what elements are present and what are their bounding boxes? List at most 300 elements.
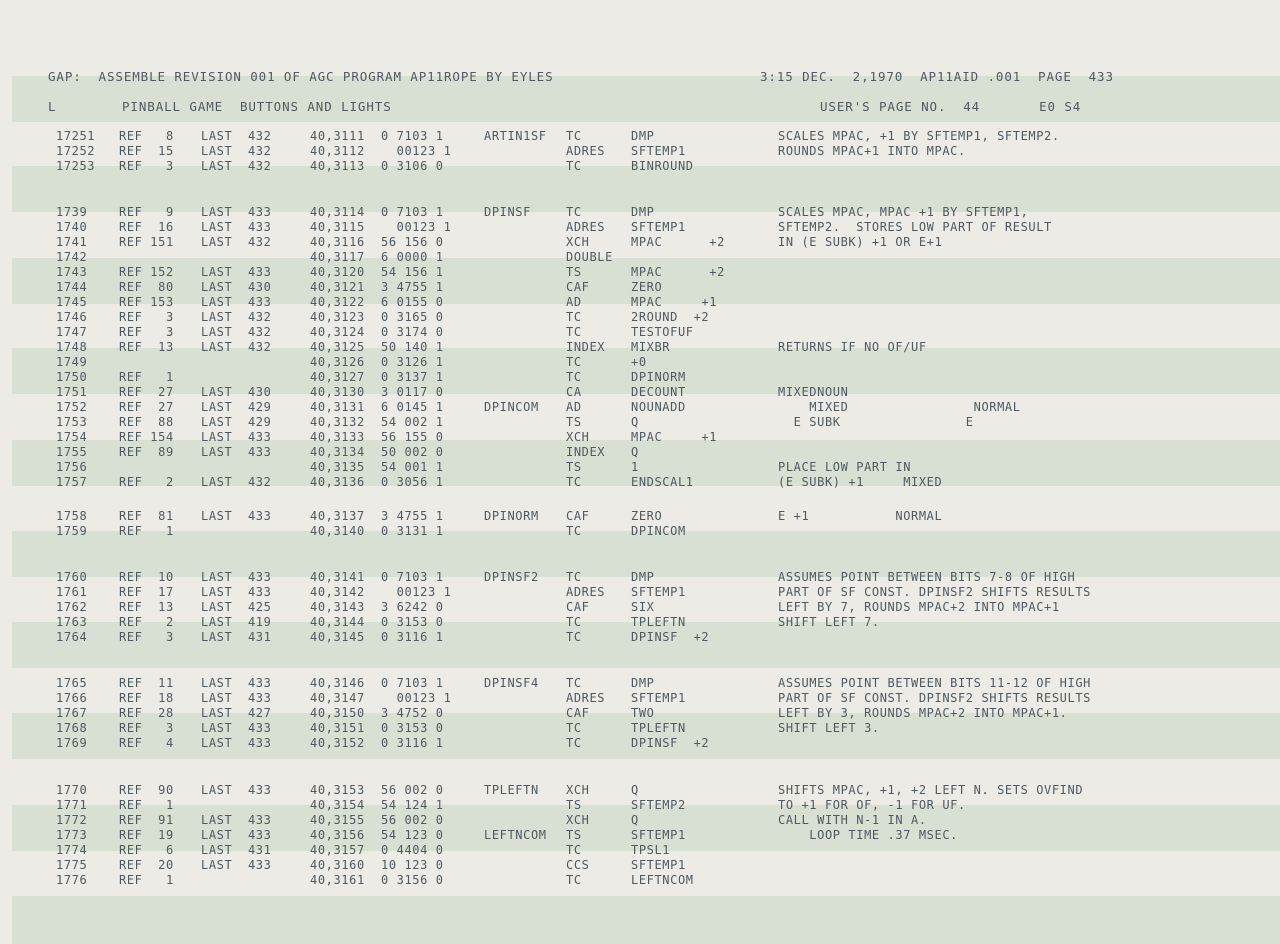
opcode: CCS	[566, 858, 590, 872]
comment: SFTEMP2. STORES LOW PART OF RESULT	[778, 220, 1052, 234]
comment: IN (E SUBK) +1 OR E+1	[778, 235, 943, 249]
operand: DMP	[631, 570, 655, 584]
address: 40,3134	[310, 445, 365, 459]
last-page-ref: LAST 431	[201, 630, 272, 644]
operand: DMP	[631, 205, 655, 219]
comment: ASSUMES POINT BETWEEN BITS 11-12 OF HIGH	[778, 676, 1091, 690]
comment: RETURNS IF NO OF/UF	[778, 340, 927, 354]
last-page-ref: LAST 433	[201, 721, 272, 735]
ref-count: REF 19	[119, 828, 174, 842]
address: 40,3112	[310, 144, 365, 158]
octal-code: 54 001 1	[381, 460, 444, 474]
opcode: TS	[566, 798, 582, 812]
opcode: TS	[566, 828, 582, 842]
opcode: TC	[566, 721, 582, 735]
ref-count: REF 2	[119, 475, 174, 489]
octal-code: 0 3174 0	[381, 325, 444, 339]
ref-count: REF 88	[119, 415, 174, 429]
ref-count: REF 80	[119, 280, 174, 294]
comment: MIXED NORMAL	[778, 400, 1021, 414]
opcode: TC	[566, 873, 582, 887]
octal-code: 50 002 0	[381, 445, 444, 459]
operand: SFTEMP1	[631, 828, 686, 842]
operand: Q	[631, 813, 639, 827]
operand: ZERO	[631, 280, 663, 294]
octal-code: 0 3137 1	[381, 370, 444, 384]
last-page-ref: LAST 433	[201, 828, 272, 842]
address: 40,3143	[310, 600, 365, 614]
ref-count: REF 1	[119, 524, 174, 538]
operand: 2ROUND +2	[631, 310, 710, 324]
line-number: 1772	[56, 813, 88, 827]
operand: MPAC +2	[631, 265, 725, 279]
opcode: TC	[566, 736, 582, 750]
last-page-ref: LAST 419	[201, 615, 272, 629]
comment: CALL WITH N-1 IN A.	[778, 813, 927, 827]
address: 40,3124	[310, 325, 365, 339]
operand: LEFTNCOM	[631, 873, 694, 887]
operand: MPAC +1	[631, 295, 718, 309]
octal-code: 0 7103 1	[381, 570, 444, 584]
octal-code: 0 3165 0	[381, 310, 444, 324]
address: 40,3126	[310, 355, 365, 369]
address: 40,3131	[310, 400, 365, 414]
ref-count: REF 91	[119, 813, 174, 827]
symbol-label: LEFTNCOM	[484, 828, 547, 842]
line-number: 1759	[56, 524, 88, 538]
ref-count: REF 154	[119, 430, 174, 444]
last-page-ref: LAST 430	[201, 280, 272, 294]
octal-code: 00123 1	[381, 691, 452, 705]
comment: SHIFTS MPAC, +1, +2 LEFT N. SETS OVFIND	[778, 783, 1084, 797]
opcode: ADRES	[566, 691, 606, 705]
ref-count: REF 1	[119, 873, 174, 887]
header-mark: L	[48, 99, 57, 114]
last-page-ref: LAST 432	[201, 144, 272, 158]
octal-code: 00123 1	[381, 585, 452, 599]
address: 40,3117	[310, 250, 365, 264]
address: 40,3155	[310, 813, 365, 827]
operand: TWO	[631, 706, 655, 720]
operand: TESTOFUF	[631, 325, 694, 339]
comment: E +1 NORMAL	[778, 509, 943, 523]
comment: SHIFT LEFT 7.	[778, 615, 880, 629]
opcode: TS	[566, 415, 582, 429]
comment: SHIFT LEFT 3.	[778, 721, 880, 735]
octal-code: 3 4755 1	[381, 280, 444, 294]
last-page-ref: LAST 433	[201, 783, 272, 797]
last-page-ref: LAST 432	[201, 310, 272, 324]
operand: Q	[631, 415, 639, 429]
symbol-label: DPINSF	[484, 205, 531, 219]
line-number: 1765	[56, 676, 88, 690]
line-number: 1746	[56, 310, 88, 324]
address: 40,3137	[310, 509, 365, 523]
last-page-ref: LAST 433	[201, 585, 272, 599]
octal-code: 0 3056 1	[381, 475, 444, 489]
operand: MPAC +1	[631, 430, 718, 444]
address: 40,3146	[310, 676, 365, 690]
ref-count: REF 10	[119, 570, 174, 584]
ref-count: REF 89	[119, 445, 174, 459]
ref-count: REF 27	[119, 400, 174, 414]
line-number: 17252	[56, 144, 96, 158]
last-page-ref: LAST 433	[201, 220, 272, 234]
operand: SFTEMP1	[631, 691, 686, 705]
opcode: TC	[566, 355, 582, 369]
ref-count: REF 1	[119, 798, 174, 812]
operand: NOUNADD	[631, 400, 686, 414]
line-number: 1770	[56, 783, 88, 797]
address: 40,3120	[310, 265, 365, 279]
opcode: XCH	[566, 783, 590, 797]
address: 40,3114	[310, 205, 365, 219]
ref-count: REF 3	[119, 721, 174, 735]
octal-code: 56 156 0	[381, 235, 444, 249]
address: 40,3161	[310, 873, 365, 887]
address: 40,3133	[310, 430, 365, 444]
opcode: CA	[566, 385, 582, 399]
last-page-ref: LAST 432	[201, 129, 272, 143]
address: 40,3115	[310, 220, 365, 234]
octal-code: 00123 1	[381, 220, 452, 234]
line-number: 1774	[56, 843, 88, 857]
line-number: 1741	[56, 235, 88, 249]
comment: PART OF SF CONST. DPINSF2 SHIFTS RESULTS	[778, 691, 1091, 705]
octal-code: 0 7103 1	[381, 129, 444, 143]
address: 40,3113	[310, 159, 365, 173]
symbol-label: TPLEFTN	[484, 783, 539, 797]
comment: SCALES MPAC, MPAC +1 BY SFTEMP1,	[778, 205, 1029, 219]
last-page-ref: LAST 433	[201, 445, 272, 459]
symbol-label: DPINORM	[484, 509, 539, 523]
last-page-ref: LAST 425	[201, 600, 272, 614]
address: 40,3144	[310, 615, 365, 629]
opcode: TC	[566, 843, 582, 857]
comment: PART OF SF CONST. DPINSF2 SHIFTS RESULTS	[778, 585, 1091, 599]
operand: TPLEFTN	[631, 615, 686, 629]
address: 40,3127	[310, 370, 365, 384]
line-number: 1767	[56, 706, 88, 720]
octal-code: 56 002 0	[381, 813, 444, 827]
line-number: 1768	[56, 721, 88, 735]
ref-count: REF 4	[119, 736, 174, 750]
opcode: TC	[566, 370, 582, 384]
address: 40,3151	[310, 721, 365, 735]
last-page-ref: LAST 433	[201, 858, 272, 872]
line-number: 1773	[56, 828, 88, 842]
opcode: TC	[566, 615, 582, 629]
symbol-label: DPINCOM	[484, 400, 539, 414]
octal-code: 6 0155 0	[381, 295, 444, 309]
opcode: TC	[566, 570, 582, 584]
header-user-page: USER'S PAGE NO. 44 E0 S4	[820, 99, 1082, 114]
ref-count: REF 1	[119, 370, 174, 384]
comment: ROUNDS MPAC+1 INTO MPAC.	[778, 144, 966, 158]
ref-count: REF 3	[119, 159, 174, 173]
last-page-ref: LAST 432	[201, 475, 272, 489]
line-number: 1756	[56, 460, 88, 474]
ref-count: REF 13	[119, 600, 174, 614]
ref-count: REF 3	[119, 325, 174, 339]
opcode: AD	[566, 400, 582, 414]
octal-code: 0 7103 1	[381, 676, 444, 690]
line-number: 1775	[56, 858, 88, 872]
header-section-title: PINBALL GAME BUTTONS AND LIGHTS	[122, 99, 392, 114]
line-number: 1742	[56, 250, 88, 264]
address: 40,3116	[310, 235, 365, 249]
line-number: 1740	[56, 220, 88, 234]
address: 40,3121	[310, 280, 365, 294]
octal-code: 3 4752 0	[381, 706, 444, 720]
green-band	[12, 896, 1280, 944]
line-number: 1751	[56, 385, 88, 399]
octal-code: 56 155 0	[381, 430, 444, 444]
ref-count: REF 90	[119, 783, 174, 797]
ref-count: REF 9	[119, 205, 174, 219]
last-page-ref: LAST 433	[201, 813, 272, 827]
line-number: 1750	[56, 370, 88, 384]
octal-code: 6 0145 1	[381, 400, 444, 414]
ref-count: REF 3	[119, 310, 174, 324]
line-number: 1763	[56, 615, 88, 629]
opcode: TC	[566, 205, 582, 219]
octal-code: 3 6242 0	[381, 600, 444, 614]
ref-count: REF 2	[119, 615, 174, 629]
octal-code: 0 3116 1	[381, 736, 444, 750]
line-number: 1769	[56, 736, 88, 750]
opcode: TC	[566, 159, 582, 173]
opcode: TC	[566, 676, 582, 690]
operand: ENDSCAL1	[631, 475, 694, 489]
last-page-ref: LAST 430	[201, 385, 272, 399]
opcode: INDEX	[566, 340, 606, 354]
last-page-ref: LAST 433	[201, 570, 272, 584]
operand: DPINCOM	[631, 524, 686, 538]
address: 40,3136	[310, 475, 365, 489]
operand: Q	[631, 783, 639, 797]
operand: MPAC +2	[631, 235, 725, 249]
last-page-ref: LAST 433	[201, 265, 272, 279]
octal-code: 3 4755 1	[381, 509, 444, 523]
octal-code: 0 3126 1	[381, 355, 444, 369]
comment: LEFT BY 7, ROUNDS MPAC+2 INTO MPAC+1	[778, 600, 1060, 614]
operand: DPINORM	[631, 370, 686, 384]
line-number: 1760	[56, 570, 88, 584]
line-number: 1747	[56, 325, 88, 339]
last-page-ref: LAST 432	[201, 235, 272, 249]
opcode: TS	[566, 460, 582, 474]
opcode: TC	[566, 630, 582, 644]
operand: 1	[631, 460, 639, 474]
operand: DECOUNT	[631, 385, 686, 399]
operand: SFTEMP1	[631, 585, 686, 599]
ref-count: REF 15	[119, 144, 174, 158]
comment: (E SUBK) +1 MIXED	[778, 475, 943, 489]
line-number: 17253	[56, 159, 96, 173]
line-number: 1755	[56, 445, 88, 459]
address: 40,3140	[310, 524, 365, 538]
line-number: 1764	[56, 630, 88, 644]
opcode: TC	[566, 310, 582, 324]
octal-code: 50 140 1	[381, 340, 444, 354]
symbol-label: DPINSF2	[484, 570, 539, 584]
address: 40,3157	[310, 843, 365, 857]
ref-count: REF 153	[119, 295, 174, 309]
ref-count: REF 6	[119, 843, 174, 857]
ref-count: REF 28	[119, 706, 174, 720]
octal-code: 10 123 0	[381, 858, 444, 872]
opcode: CAF	[566, 280, 590, 294]
operand: +0	[631, 355, 647, 369]
last-page-ref: LAST 433	[201, 736, 272, 750]
ref-count: REF 18	[119, 691, 174, 705]
opcode: CAF	[566, 600, 590, 614]
ref-count: REF 81	[119, 509, 174, 523]
symbol-label: ARTIN1SF	[484, 129, 547, 143]
line-number: 17251	[56, 129, 96, 143]
last-page-ref: LAST 433	[201, 509, 272, 523]
address: 40,3153	[310, 783, 365, 797]
octal-code: 0 3116 1	[381, 630, 444, 644]
comment: PLACE LOW PART IN	[778, 460, 912, 474]
ref-count: REF 152	[119, 265, 174, 279]
opcode: DOUBLE	[566, 250, 613, 264]
line-number: 1776	[56, 873, 88, 887]
ref-count: REF 16	[119, 220, 174, 234]
octal-code: 0 3156 0	[381, 873, 444, 887]
operand: SFTEMP2	[631, 798, 686, 812]
line-number: 1757	[56, 475, 88, 489]
line-number: 1766	[56, 691, 88, 705]
address: 40,3130	[310, 385, 365, 399]
last-page-ref: LAST 429	[201, 415, 272, 429]
operand: DMP	[631, 676, 655, 690]
ref-count: REF 11	[119, 676, 174, 690]
last-page-ref: LAST 433	[201, 691, 272, 705]
line-number: 1739	[56, 205, 88, 219]
ref-count: REF 8	[119, 129, 174, 143]
line-number: 1771	[56, 798, 88, 812]
opcode: XCH	[566, 813, 590, 827]
address: 40,3154	[310, 798, 365, 812]
address: 40,3150	[310, 706, 365, 720]
line-number: 1748	[56, 340, 88, 354]
opcode: XCH	[566, 235, 590, 249]
line-number: 1752	[56, 400, 88, 414]
octal-code: 00123 1	[381, 144, 452, 158]
octal-code: 0 4404 0	[381, 843, 444, 857]
ref-count: REF 17	[119, 585, 174, 599]
opcode: TC	[566, 129, 582, 143]
address: 40,3147	[310, 691, 365, 705]
last-page-ref: LAST 432	[201, 325, 272, 339]
octal-code: 56 002 0	[381, 783, 444, 797]
last-page-ref: LAST 433	[201, 295, 272, 309]
octal-code: 3 0117 0	[381, 385, 444, 399]
last-page-ref: LAST 431	[201, 843, 272, 857]
octal-code: 54 123 0	[381, 828, 444, 842]
line-number: 1744	[56, 280, 88, 294]
last-page-ref: LAST 433	[201, 430, 272, 444]
comment: E SUBK E	[778, 415, 974, 429]
operand: MIXBR	[631, 340, 671, 354]
line-number: 1762	[56, 600, 88, 614]
opcode: ADRES	[566, 585, 606, 599]
header-date-page: 3:15 DEC. 2,1970 AP11AID .001 PAGE 433	[760, 69, 1114, 84]
address: 40,3141	[310, 570, 365, 584]
opcode: ADRES	[566, 220, 606, 234]
octal-code: 54 156 1	[381, 265, 444, 279]
ref-count: REF 13	[119, 340, 174, 354]
octal-code: 54 002 1	[381, 415, 444, 429]
octal-code: 54 124 1	[381, 798, 444, 812]
opcode: ADRES	[566, 144, 606, 158]
opcode: TS	[566, 265, 582, 279]
address: 40,3145	[310, 630, 365, 644]
operand: TPSL1	[631, 843, 671, 857]
header-title: GAP: ASSEMBLE REVISION 001 OF AGC PROGRAM AP11ROPE BY EYLES	[48, 69, 554, 84]
opcode: INDEX	[566, 445, 606, 459]
comment: TO +1 FOR OF, -1 FOR UF.	[778, 798, 966, 812]
last-page-ref: LAST 432	[201, 159, 272, 173]
opcode: AD	[566, 295, 582, 309]
octal-code: 0 3131 1	[381, 524, 444, 538]
address: 40,3135	[310, 460, 365, 474]
opcode: XCH	[566, 430, 590, 444]
last-page-ref: LAST 429	[201, 400, 272, 414]
address: 40,3111	[310, 129, 365, 143]
operand: SFTEMP1	[631, 858, 686, 872]
line-number: 1749	[56, 355, 88, 369]
operand: Q	[631, 445, 639, 459]
operand: SFTEMP1	[631, 144, 686, 158]
operand: DPINSF +2	[631, 736, 710, 750]
operand: SFTEMP1	[631, 220, 686, 234]
ref-count: REF 151	[119, 235, 174, 249]
opcode: CAF	[566, 509, 590, 523]
line-number: 1743	[56, 265, 88, 279]
line-number: 1758	[56, 509, 88, 523]
opcode: TC	[566, 475, 582, 489]
operand: SIX	[631, 600, 655, 614]
line-number: 1745	[56, 295, 88, 309]
comment: SCALES MPAC, +1 BY SFTEMP1, SFTEMP2.	[778, 129, 1060, 143]
comment: LOOP TIME .37 MSEC.	[778, 828, 958, 842]
operand: DMP	[631, 129, 655, 143]
address: 40,3123	[310, 310, 365, 324]
octal-code: 0 3153 0	[381, 615, 444, 629]
octal-code: 0 3153 0	[381, 721, 444, 735]
octal-code: 0 7103 1	[381, 205, 444, 219]
octal-code: 0 3106 0	[381, 159, 444, 173]
address: 40,3160	[310, 858, 365, 872]
last-page-ref: LAST 433	[201, 676, 272, 690]
address: 40,3142	[310, 585, 365, 599]
operand: ZERO	[631, 509, 663, 523]
address: 40,3125	[310, 340, 365, 354]
address: 40,3152	[310, 736, 365, 750]
operand: DPINSF +2	[631, 630, 710, 644]
comment: MIXEDNOUN	[778, 385, 849, 399]
opcode: TC	[566, 325, 582, 339]
line-number: 1753	[56, 415, 88, 429]
address: 40,3122	[310, 295, 365, 309]
comment: ASSUMES POINT BETWEEN BITS 7-8 OF HIGH	[778, 570, 1076, 584]
last-page-ref: LAST 427	[201, 706, 272, 720]
ref-count: REF 27	[119, 385, 174, 399]
address: 40,3132	[310, 415, 365, 429]
